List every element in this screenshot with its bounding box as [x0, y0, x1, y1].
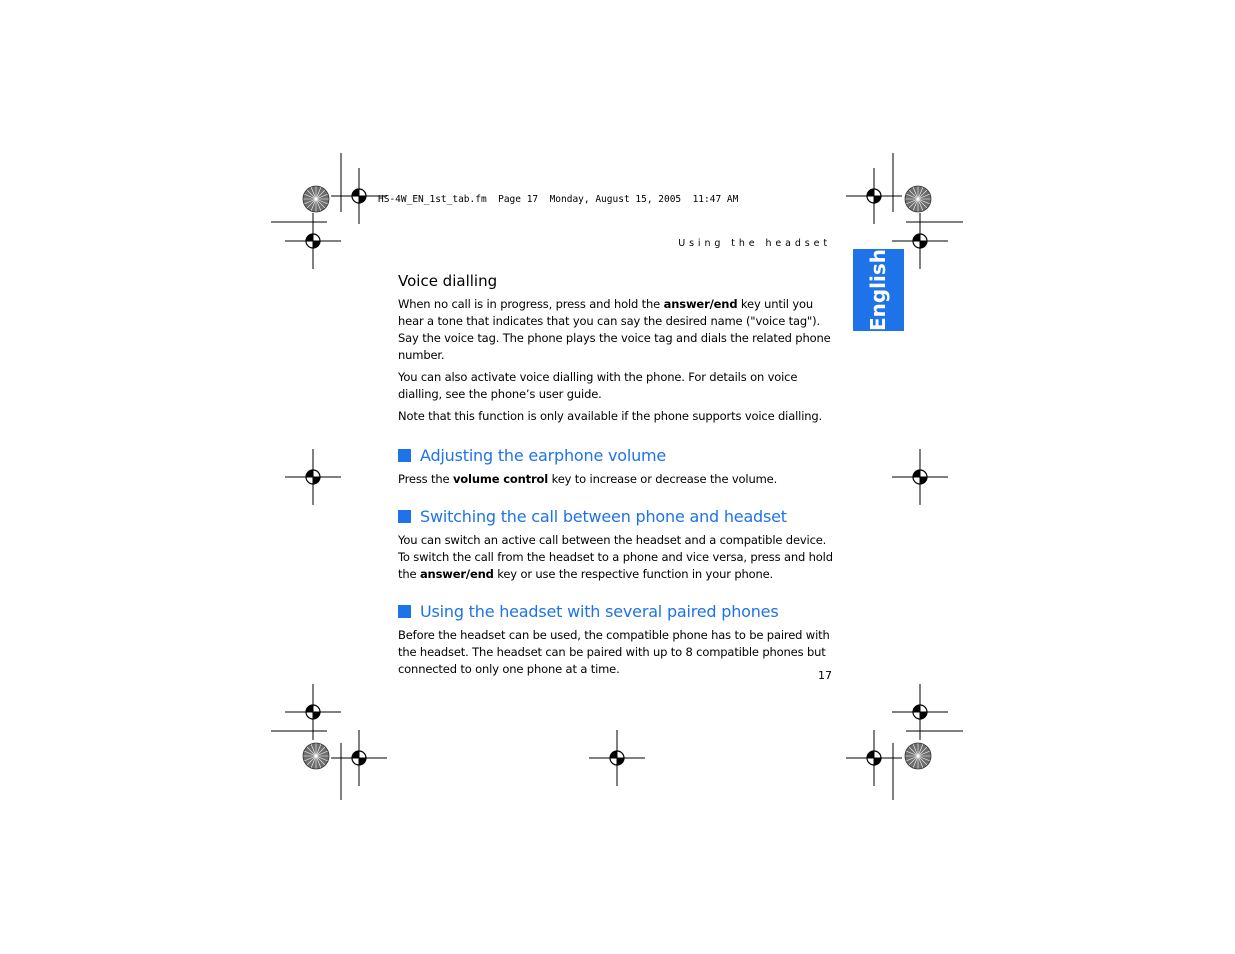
volume-control-key-label: volume control: [452, 472, 549, 486]
voice-dialling-paragraph-3: Note that this function is only available if the phone supports voice dialling.: [398, 409, 823, 423]
page-content: [398, 272, 834, 683]
switching-call-heading: Switching the call between phone and headset: [398, 507, 834, 526]
answer-end-key-label: answer/end: [663, 297, 738, 311]
switching-call-paragraph: You can switch an active call between the headset and a compatible device. To switch the call from the headset to a phone and vice versa, press and hold the answer/end key or use the respective function in your phone.: [398, 533, 833, 581]
several-phones-paragraph: Before the headset can be used, the compatible phone has to be paired with the headset. The headset can be paired with up to 8 compatible phones but connected to only one phone at a time.: [398, 628, 830, 676]
section-square-icon: [398, 605, 411, 618]
voice-dialling-heading: Voice dialling: [398, 272, 498, 290]
adjusting-volume-paragraph: Press the volume control key to increase or decrease the volume.: [398, 472, 778, 486]
section-square-icon: [398, 449, 411, 462]
print-file-header: HS-4W_EN_1st_tab.fm Page 17 Monday, August 15, 2005 11:47 AM: [378, 194, 739, 205]
answer-end-key-label: answer/end: [419, 567, 494, 581]
voice-dialling-paragraph-2: You can also activate voice dialling with the phone. For details on voice dialling, see the phone’s user guide.: [398, 370, 798, 401]
voice-dialling-paragraph-1: When no call is in progress, press and hold the answer/end key until you hear a tone that indicates that you can say the desired name ("voice tag"). Say the voice tag. The phone plays the voice tag and dials the related phone number.: [398, 297, 831, 362]
running-head: Using the headset: [678, 238, 831, 249]
language-tab: [853, 249, 904, 331]
several-phones-heading: Using the headset with several paired phones: [398, 602, 834, 621]
adjusting-volume-heading: Adjusting the earphone volume: [398, 446, 834, 465]
page-number: 17: [818, 669, 832, 682]
section-square-icon: [398, 510, 411, 523]
language-tab-label: English: [866, 248, 891, 332]
